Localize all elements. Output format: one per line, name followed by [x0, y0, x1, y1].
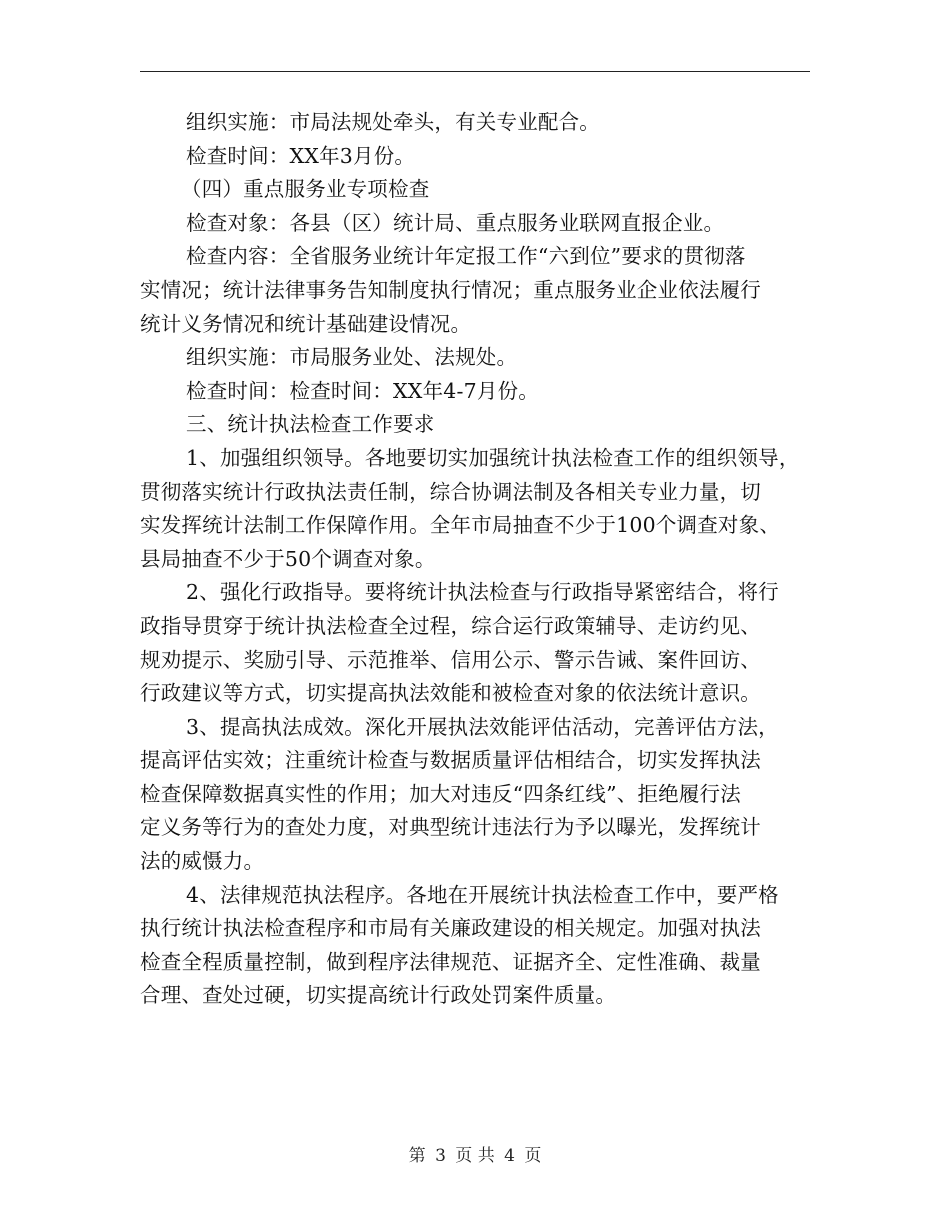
paragraph-line: 实情况；统计法律事务告知制度执行情况；重点服务业企业依法履行 [140, 277, 761, 302]
paragraph-line: 检查时间：检查时间：XX年4-7月份。 [186, 378, 539, 403]
paragraph-line: 实发挥统计法制工作保障作用。全年市局抽查不少于100个调查对象、 [140, 513, 781, 538]
paragraph-line: 4、法律规范执法程序。各地在开展统计执法检查工作中，要严格 [186, 882, 779, 907]
section-heading: 三、统计执法检查工作要求 [186, 412, 435, 437]
paragraph-line: 提高评估实效；注重统计检查与数据质量评估相结合，切实发挥执法 [140, 748, 761, 773]
footer-suffix: 页 [524, 1146, 542, 1166]
paragraph-line: 检查保障数据真实性的作用；加大对违反“四条红线”、拒绝履行法 [140, 781, 741, 806]
paragraph-line: 1、加强组织领导。各地要切实加强统计执法检查工作的组织领导， [186, 445, 800, 470]
paragraph-line: 检查时间：XX年3月份。 [186, 143, 416, 168]
paragraph-line: 组织实施：市局服务业处、法规处。 [186, 345, 518, 370]
paragraph-line: 规劝提示、奖励引导、示范推举、信用公示、警示告诫、案件回访、 [140, 647, 761, 672]
paragraph-line: 检查全程质量控制，做到程序法律规范、证据齐全、定性准确、裁量 [140, 949, 761, 974]
paragraph-line: 合理、查处过硬，切实提高统计行政处罚案件质量。 [140, 983, 617, 1008]
paragraph-line: 组织实施：市局法规处牵头，有关专业配合。 [186, 110, 600, 134]
footer-page-number: 3 [435, 1146, 446, 1166]
paragraph-line: 3、提高执法成效。深化开展执法效能评估活动，完善评估方法， [186, 714, 779, 739]
header-rule [140, 71, 810, 72]
paragraph-line: 检查对象：各县（区）统计局、重点服务业联网直报企业。 [186, 210, 725, 235]
footer-middle: 页 共 [455, 1146, 495, 1166]
section-heading: （四）重点服务业专项检查 [181, 177, 430, 202]
paragraph-line: 行政建议等方式，切实提高执法效能和被检查对象的依法统计意识。 [140, 681, 761, 706]
document-body [140, 106, 820, 1013]
page-footer [0, 1144, 950, 1168]
paragraph-line: 法的威慑力。 [140, 849, 265, 874]
paragraph-line: 政指导贯穿于统计执法检查全过程，综合运行政策辅导、走访约见、 [140, 613, 761, 638]
paragraph-line: 检查内容：全省服务业统计年定报工作“六到位”要求的贯彻落 [186, 244, 746, 269]
paragraph-line: 定义务等行为的查处力度，对典型统计违法行为予以曝光，发挥统计 [140, 815, 761, 840]
paragraph-line: 贯彻落实统计行政执法责任制，综合协调法制及各相关专业力量，切 [140, 479, 761, 504]
footer-prefix: 第 [408, 1146, 426, 1166]
footer-total-pages: 4 [504, 1146, 515, 1166]
paragraph-line: 统计义务情况和统计基础建设情况。 [140, 311, 472, 336]
paragraph-line: 执行统计执法检查程序和市局有关廉政建设的相关规定。加强对执法 [140, 916, 761, 941]
paragraph-line: 县局抽查不少于50个调查对象。 [140, 546, 436, 571]
paragraph-line: 2、强化行政指导。要将统计执法检查与行政指导紧密结合，将行 [186, 580, 779, 605]
